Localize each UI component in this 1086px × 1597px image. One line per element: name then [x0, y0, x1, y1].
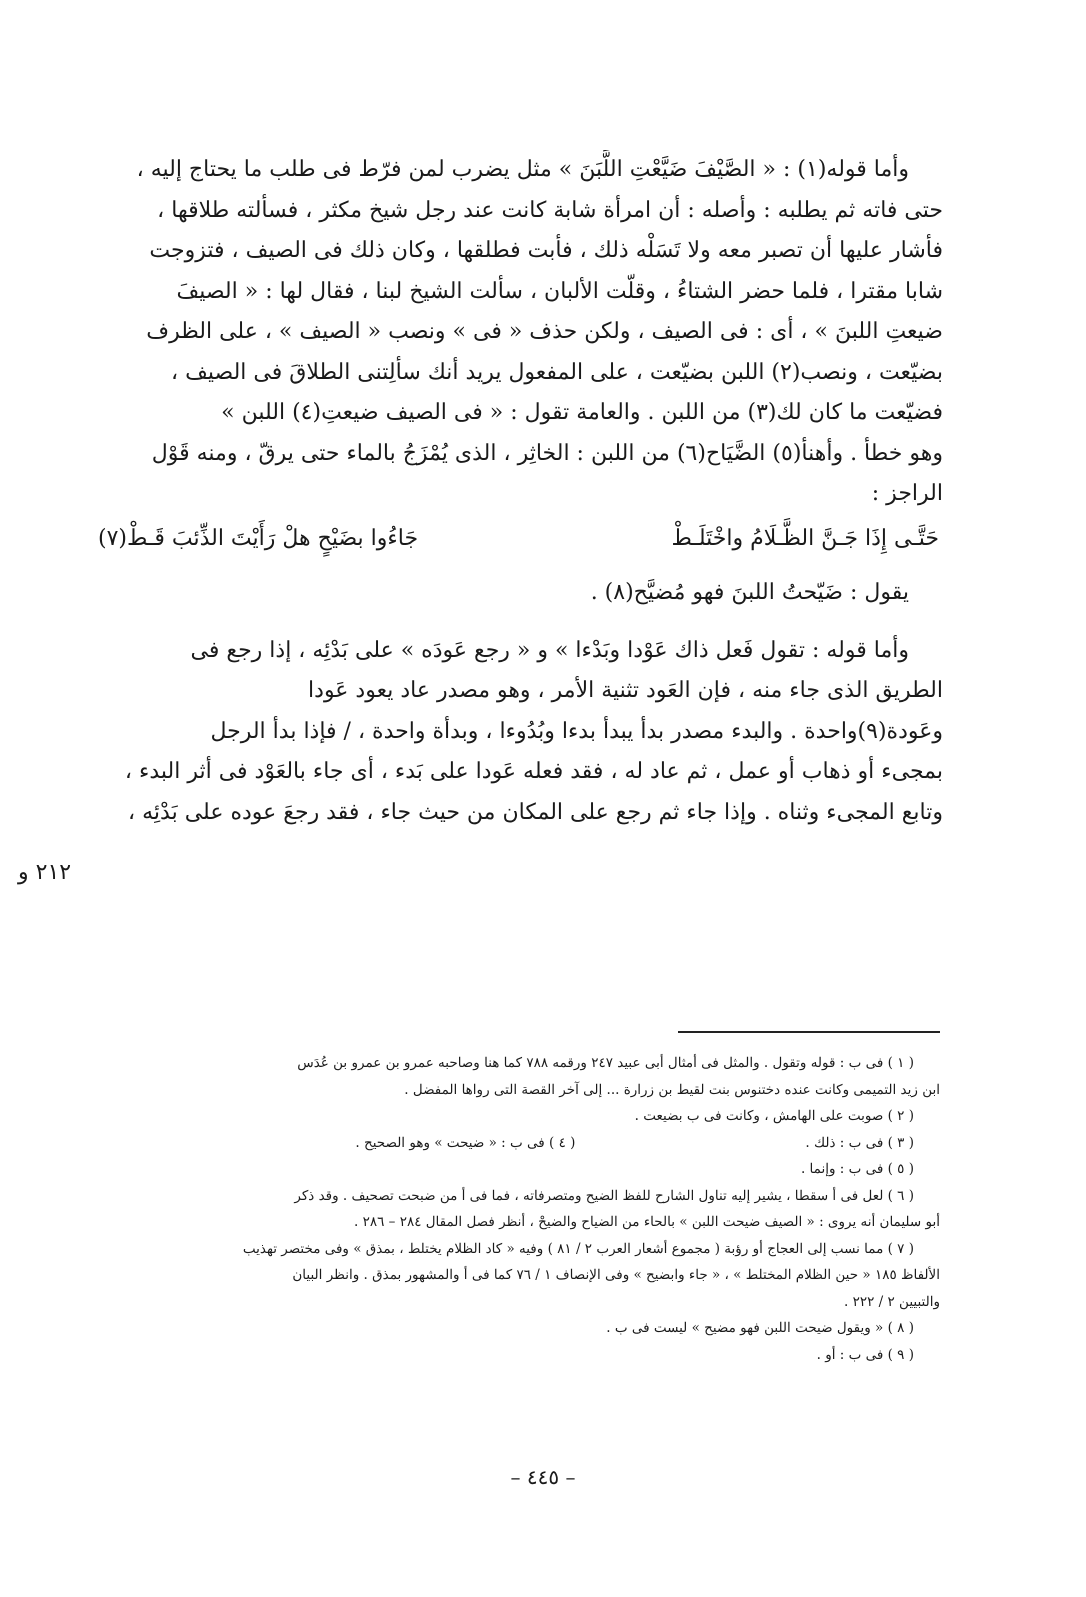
text-line: ضيعتِ اللبنَ » ، أى : فى الصيف ، ولكن حذف « فى » ونصب « الصيف » ، على الظرف [146, 319, 943, 344]
footnote-4: ( ٤ ) فى ب : « ضيحت » وهو الصحيح . [355, 1134, 576, 1151]
footnote-7-continued: الألفاظ ١٨٥ « حين الظلام المختلط » ، « جاء وابضيح » وفى الإنصاف ١ / ٧٦ كما فى أ والمشهور بمذق . وانظر البيان [292, 1267, 940, 1283]
text-line: حتى فاته ثم يطلبه : وأصله : أن امرأة شابة كانت عند رجل شيخ مكثر ، فسألته طلاقها ، [157, 197, 943, 223]
footnote-6-continued: أبو سليمان أنه يروى : « الصيف ضيحت اللبن » بالحاء من الضياح والضيحْ ، أنظر فصل المقال ٢٨٤ – ٢٨٦ . [353, 1214, 940, 1230]
text-line: الراجز : [871, 481, 943, 506]
verse-explanation: يقول : ضَيّحتُ اللبنَ فهو مُضيَّح(٨) . [590, 579, 909, 605]
verse-second-half: جَاءُوا بضَيْحٍ هلْ رَأَيْتَ الذِّئبَ قَـطْ(٧) [98, 525, 419, 551]
text-line: وأما قوله(١) : « الصَّيْفَ ضَيَّعْتِ اللَّبَنَ » مثل يضرب لمن فرّط فى طلب ما يحتاج إليه ، [136, 157, 909, 182]
footnote-8: ( ٨ ) « ويقول ضيحت اللبن فهو مضيح » ليست فى ب . [606, 1320, 914, 1336]
text-line: وأما قوله : تقول فَعل ذاك عَوْدا وبَدْءا » و « رجع عَودَه » على بَدْئِه ، إذا رجع فى [190, 637, 909, 663]
text-line: وعَودة(٩)واحدة . والبدء مصدر بدأ يبدأ بدءا وبُدُوءا ، وبدأة واحدة ، / فإذا بدأ الرجل [210, 718, 943, 744]
paragraph-1 [98, 150, 943, 515]
text-line: الطريق الذى جاء منه ، فإن العَود تثنية الأمر ، وهو مصدر عاد يعود عَودا [308, 678, 943, 703]
text-line: بضيّعت ، ونصب(٢) اللبن بضيّعت ، على المفعول يريد أنك سألِتنى الطلاقَ فى الصيف ، [171, 359, 943, 385]
main-text [98, 150, 943, 833]
footnote-row-3-4 [108, 1130, 940, 1157]
footnote-7: ( ٧ ) مما نسب إلى العجاج أو رؤبة ( مجموع أشعار العرب ٢ / ٨١ ) وفيه « كاد الظلام يختلط ، بمذق » وفى مختصر تهذيب [242, 1240, 914, 1257]
verse-first-half: حَتَّـى إِذَا جَـنَّ الظَّـلَامُ واخْتَلَـطْ [671, 525, 939, 551]
page-number: – ٤٤٥ – [510, 1465, 576, 1489]
footnotes [108, 1050, 940, 1368]
text-line: وتابع المجىء وثناه . وإذا جاء ثم رجع على المكان من حيث جاء ، فقد رجعَ عوده على بَدْئِه ، [128, 799, 943, 825]
manuscript-folio-marker: ٢١٢ و [18, 860, 72, 885]
paragraph-2 [98, 631, 943, 834]
text-line: بمجىء أو ذهاب أو عمل ، ثم عاد له ، فقد فعله عَودا على بَدء ، أى جاء بالعَوْد فى أثر البدء ، [124, 759, 943, 784]
footnote-2: ( ٢ ) صوبت على الهامش ، وكانت فى ب بضيعت . [634, 1108, 914, 1124]
footnote-1: ( ١ ) فى ب : قوله وتقول . والمثل فى أمثال أبى عبيد ٢٤٧ ورقمه ٧٨٨ كما هنا وصاحبه عمرو بن عمرو بن عُدَس [297, 1055, 914, 1071]
footnote-1-continued: ابن زيد التميمى وكانت عنده دختنوس بنت لقيط بن زرارة ... إلى آخر القصة التى رواها المفضل . [404, 1081, 940, 1098]
footnote-3: ( ٣ ) فى ب : ذلك . [805, 1134, 914, 1151]
footnote-7-end: والتبيين ٢ / ٢٢٢ . [843, 1293, 940, 1310]
footnote-6: ( ٦ ) لعل فى أ سقطا ، يشير إليه تناول الشارح للفظ الضيح ومتصرفاته ، فما فى أ من ضبحت تصحيف . وقد ذكر [294, 1187, 914, 1204]
text-line: شابا مقترا ، فلما حضر الشتاءُ ، وقلّت الألبان ، سألت الشيخ لبنا ، فقال لها : « الصيفَ [176, 278, 943, 304]
text-line: وهو خطأ . وأهنأ(٥) الضَّيَاح(٦) من اللبن : الخاثِر ، الذى يُمْزَجُ بالماء حتى يرقّ ، ومنه قَوْل [151, 440, 943, 466]
text-line: فأشار عليها أن تصبر معه ولا تَسَلْه ذلك ، فأبت فطلقها ، وكان ذلك فى الصيف ، فتزوجت [149, 238, 943, 263]
footnote-5: ( ٥ ) فى ب : وإنما . [800, 1161, 914, 1177]
text-line: فضيّعت ما كان لك(٣) من اللبن . والعامة تقول : « فى الصيف ضيعتِ(٤) اللبن » [221, 400, 943, 425]
poetry-verse [98, 519, 943, 559]
footnote-divider [678, 1031, 940, 1033]
footnote-9: ( ٩ ) فى ب : أو . [816, 1346, 914, 1363]
